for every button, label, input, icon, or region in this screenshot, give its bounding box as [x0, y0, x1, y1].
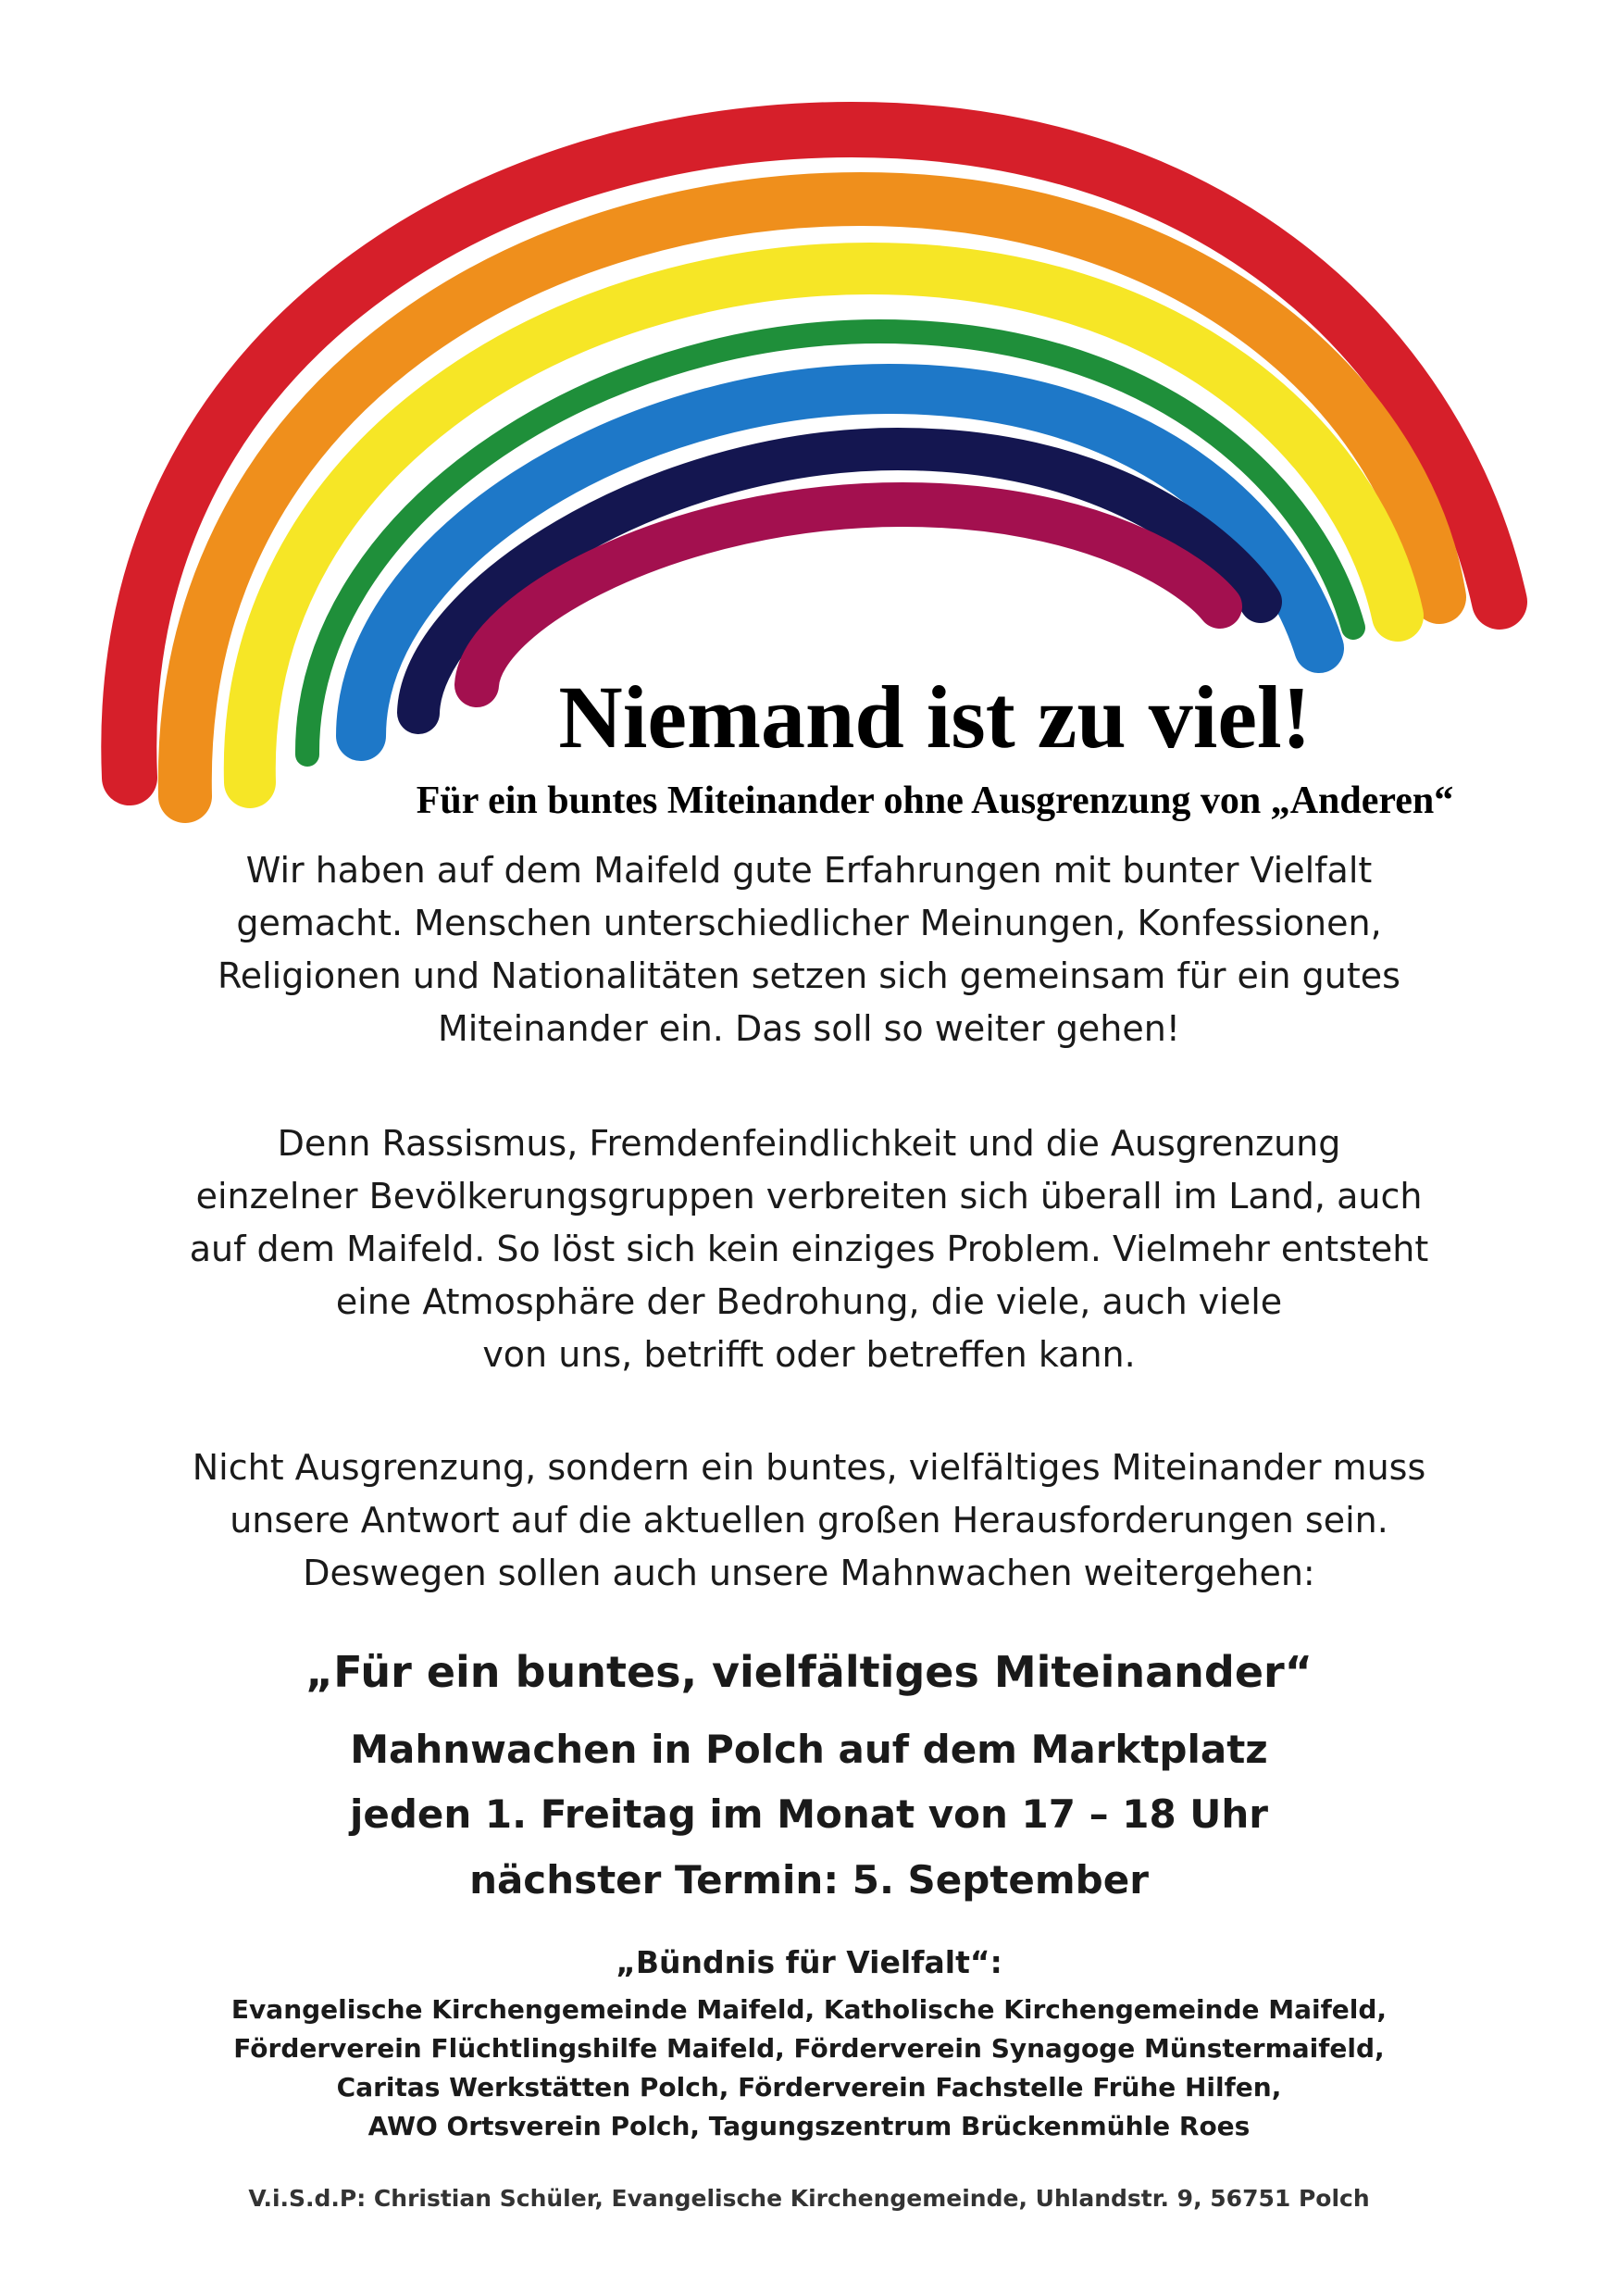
text-line: von uns, betrifft oder betreffen kann. — [482, 1334, 1136, 1375]
alliance-members — [68, 1990, 1550, 2146]
text-line: Denn Rassismus, Fremdenfeindlichkeit und die Ausgrenzung — [277, 1123, 1341, 1164]
call-paragraph — [68, 1441, 1550, 1600]
imprint: V.i.S.d.P: Christian Schüler, Evangelische Kirchengemeinde, Uhlandstr. 9, 56751 Polch — [248, 2185, 1370, 2212]
text-line: eine Atmosphäre der Bedrohung, die viele, auch viele — [335, 1281, 1283, 1322]
text-line: Deswegen sollen auch unsere Mahnwachen weitergehen: — [303, 1553, 1315, 1593]
text-line: auf dem Maifeld. So löst sich kein einziges Problem. Vielmehr entsteht — [189, 1229, 1429, 1269]
event-schedule: jeden 1. Freitag im Monat von 17 – 18 Uhr — [349, 1791, 1269, 1837]
text-line: unsere Antwort auf die aktuellen großen Herausforderungen sein. — [230, 1500, 1388, 1541]
member-line: Caritas Werkstätten Polch, Förderverein Fachstelle Frühe Hilfen, — [336, 2072, 1282, 2103]
text-line: einzelner Bevölkerungsgruppen verbreiten sich überall im Land, auch — [195, 1176, 1423, 1217]
member-line: AWO Ortsverein Polch, Tagungszentrum Brückenmühle Roes — [367, 2111, 1251, 2141]
member-line: Evangelische Kirchengemeinde Maifeld, Katholische Kirchengemeinde Maifeld, — [230, 1994, 1388, 2025]
text-line: Wir haben auf dem Maifeld gute Erfahrungen mit bunter Vielfalt — [245, 850, 1373, 891]
text-line: Nicht Ausgrenzung, sondern ein buntes, vielfältiges Miteinander muss — [192, 1447, 1426, 1488]
racism-paragraph — [68, 1117, 1550, 1381]
text-line: gemacht. Menschen unterschiedlicher Meinungen, Konfessionen, — [236, 903, 1382, 943]
page-title: Niemand ist zu viel! — [558, 668, 1312, 767]
event-next-date: nächster Termin: 5. September — [469, 1857, 1149, 1903]
member-line: Förderverein Flüchtlingshilfe Maifeld, Förderverein Synagoge Münstermaifeld, — [233, 2033, 1385, 2064]
page-subtitle: Für ein buntes Miteinander ohne Ausgrenzung von „Anderen“ — [416, 780, 1454, 822]
event-slogan: „Für ein buntes, vielfältiges Miteinander“ — [305, 1647, 1313, 1697]
text-line: Religionen und Nationalitäten setzen sich gemeinsam für ein gutes — [218, 955, 1400, 996]
event-location: Mahnwachen in Polch auf dem Marktplatz — [350, 1727, 1268, 1772]
intro-paragraph — [68, 844, 1550, 1055]
alliance-heading: „Bündnis für Vielfalt“: — [616, 1944, 1002, 1980]
text-line: Miteinander ein. Das soll so weiter gehen! — [437, 1008, 1181, 1049]
